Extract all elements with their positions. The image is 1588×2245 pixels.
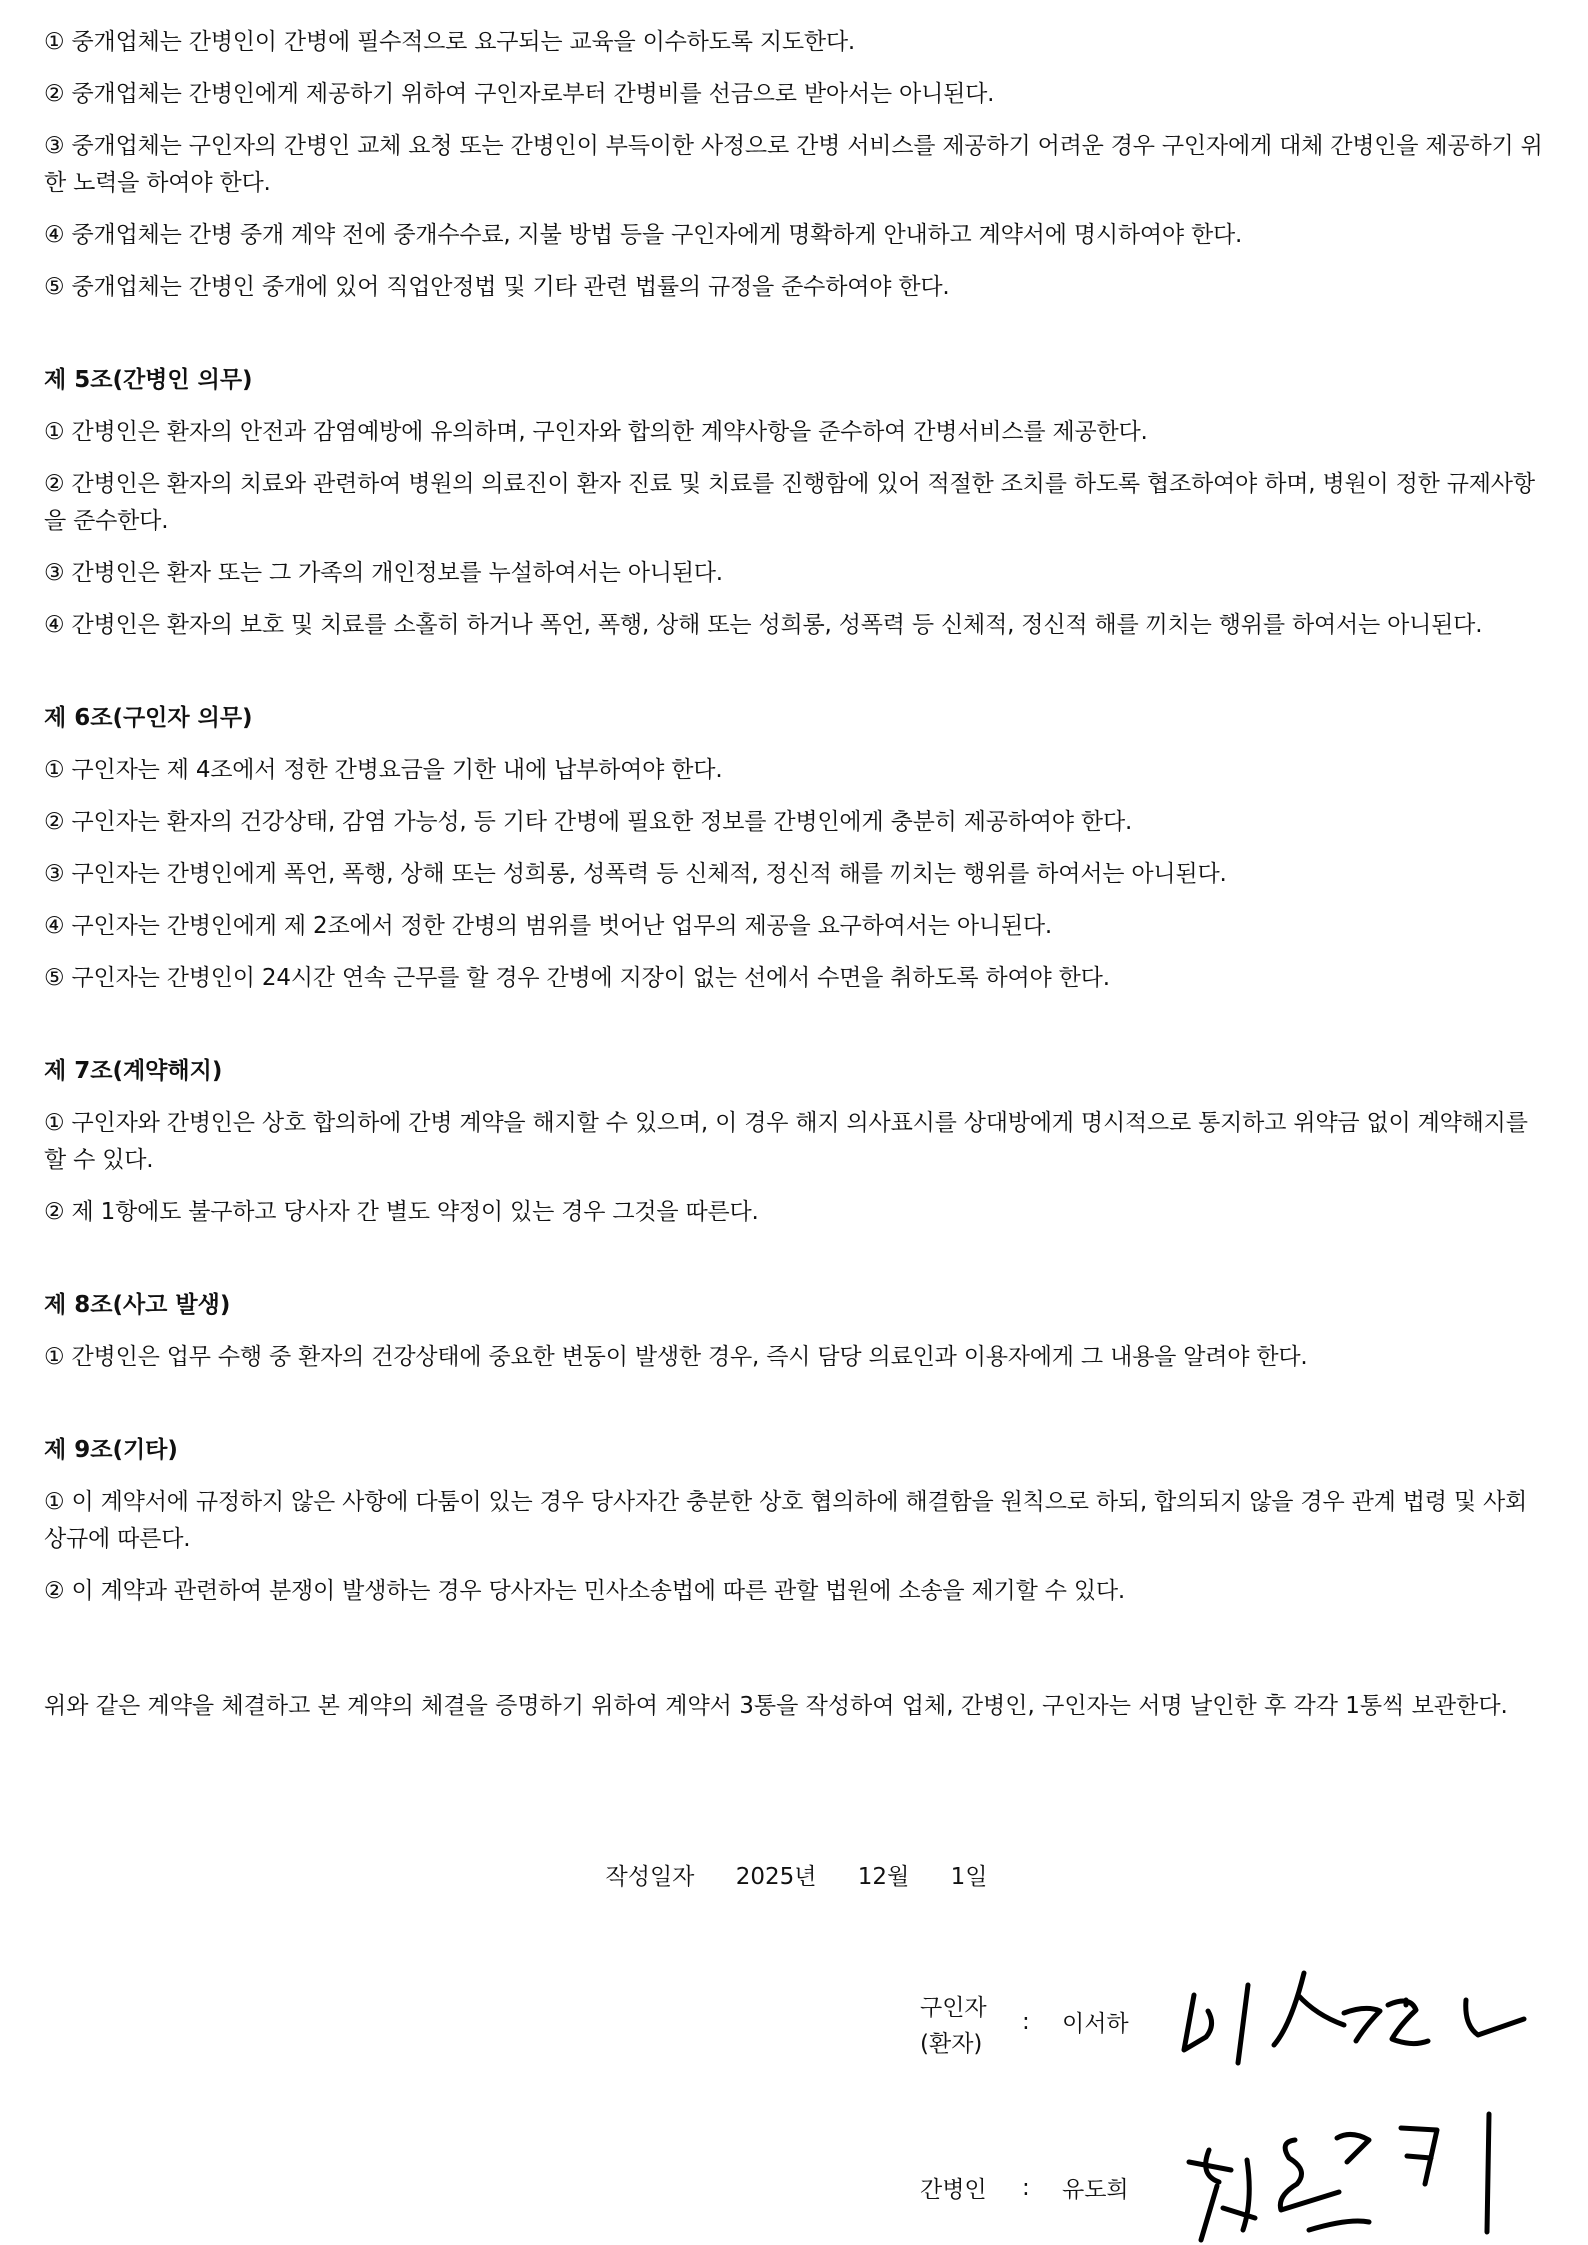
- contract-page: [44, 0, 1549, 2203]
- client-role-line2: (환자): [920, 2031, 983, 2057]
- date-month: 12월: [857, 1864, 910, 1890]
- date-day: 1일: [950, 1864, 988, 1890]
- clause-item: ① 중개업체는 간병인이 간병에 필수적으로 요구되는 교육을 이수하도록 지도한다.: [44, 29, 856, 55]
- clause-item: ⑤ 중개업체는 간병인 중개에 있어 직업안정법 및 기타 관련 법률의 규정을 준수하여야 한다.: [44, 274, 950, 300]
- clause-item: ⑤ 구인자는 간병인이 24시간 연속 근무를 할 경우 간병에 지장이 없는 선에서 수면을 취하도록 하여야 한다.: [44, 965, 1110, 991]
- clause-item: ① 구인자와 간병인은 상호 합의하에 간병 계약을 해지할 수 있으며, 이 경우 해지 의사표시를 상대방에게 명시적으로 통지하고 위약금 없이 계약해지를 할 수 있다.: [44, 1110, 1528, 1173]
- clause-item: ② 제 1항에도 불구하고 당사자 간 별도 약정이 있는 경우 그것을 따른다.: [44, 1199, 759, 1225]
- client-role-line1: 구인자: [920, 1995, 987, 2021]
- caregiver-signature: [1169, 2100, 1549, 2245]
- clause-item: ② 간병인은 환자의 치료와 관련하여 병원의 의료진이 환자 진료 및 치료를 진행함에 있어 적절한 조치를 하도록 협조하여야 하며, 병원이 정한 규제사항을 준수한다.: [44, 471, 1535, 534]
- clause-item: ② 구인자는 환자의 건강상태, 감염 가능성, 등 기타 간병에 필요한 정보를 간병인에게 충분히 제공하여야 한다.: [44, 809, 1133, 835]
- clause-item: ② 중개업체는 간병인에게 제공하기 위하여 구인자로부터 간병비를 선금으로 받아서는 아니된다.: [44, 81, 995, 107]
- clause-item: ④ 중개업체는 간병 중개 계약 전에 중개수수료, 지불 방법 등을 구인자에게 명확하게 안내하고 계약서에 명시하여야 한다.: [44, 222, 1243, 248]
- clause-item: ③ 간병인은 환자 또는 그 가족의 개인정보를 누설하여서는 아니된다.: [44, 560, 723, 586]
- article-6-title: 제 6조(구인자 의무): [44, 705, 253, 731]
- clause-item: ② 이 계약과 관련하여 분쟁이 발생하는 경우 당사자는 민사소송법에 따른 관할 법원에 소송을 제기할 수 있다.: [44, 1578, 1125, 1604]
- caregiver-role: 간병인: [920, 2177, 987, 2203]
- article-9-title: 제 9조(기타): [44, 1437, 178, 1463]
- closing-statement: 위와 같은 계약을 체결하고 본 계약의 체결을 증명하기 위하여 계약서 3통을 작성하여 업체, 간병인, 구인자는 서명 날인한 후 각각 1통씩 보관한다.: [44, 1693, 1508, 1719]
- contract-date: [44, 1858, 1549, 1891]
- article-5-title: 제 5조(간병인 의무): [44, 367, 253, 393]
- article-8-title: 제 8조(사고 발생): [44, 1292, 231, 1318]
- article-7-title: 제 7조(계약해지): [44, 1058, 223, 1084]
- date-year: 2025년: [735, 1864, 817, 1890]
- clause-item: ④ 구인자는 간병인에게 제 2조에서 정한 간병의 범위를 벗어난 업무의 제공을 요구하여서는 아니된다.: [44, 913, 1053, 939]
- clause-item: ① 간병인은 업무 수행 중 환자의 건강상태에 중요한 변동이 발생한 경우, 즉시 담당 의료인과 이용자에게 그 내용을 알려야 한다.: [44, 1344, 1308, 1370]
- clause-item: ① 이 계약서에 규정하지 않은 사항에 다툼이 있는 경우 당사자간 충분한 상호 협의하에 해결함을 원칙으로 하되, 합의되지 않을 경우 관계 법령 및 사회상규에 따른다.: [44, 1489, 1528, 1552]
- client-colon: :: [1022, 2009, 1030, 2035]
- client-name: 이서하: [1062, 2011, 1129, 2037]
- clause-item: ① 간병인은 환자의 안전과 감염예방에 유의하며, 구인자와 합의한 계약사항을 준수하여 간병서비스를 제공한다.: [44, 419, 1148, 445]
- caregiver-colon: :: [1022, 2175, 1030, 2201]
- clause-item: ③ 구인자는 간병인에게 폭언, 폭행, 상해 또는 성희롱, 성폭력 등 신체적, 정신적 해를 끼치는 행위를 하여서는 아니된다.: [44, 861, 1227, 887]
- clause-item: ③ 중개업체는 구인자의 간병인 교체 요청 또는 간병인이 부득이한 사정으로 간병 서비스를 제공하기 어려운 경우 구인자에게 대체 간병인을 제공하기 위한 노력을 하여야 한다.: [44, 133, 1543, 196]
- client-signature: [1166, 1955, 1566, 2075]
- clause-item: ① 구인자는 제 4조에서 정한 간병요금을 기한 내에 납부하여야 한다.: [44, 757, 723, 783]
- client-role: [920, 1990, 987, 2062]
- caregiver-name: 유도희: [1062, 2177, 1129, 2203]
- clause-item: ④ 간병인은 환자의 보호 및 치료를 소홀히 하거나 폭언, 폭행, 상해 또는 성희롱, 성폭력 등 신체적, 정신적 해를 끼치는 행위를 하여서는 아니된다.: [44, 612, 1483, 638]
- date-label: 작성일자: [605, 1864, 695, 1890]
